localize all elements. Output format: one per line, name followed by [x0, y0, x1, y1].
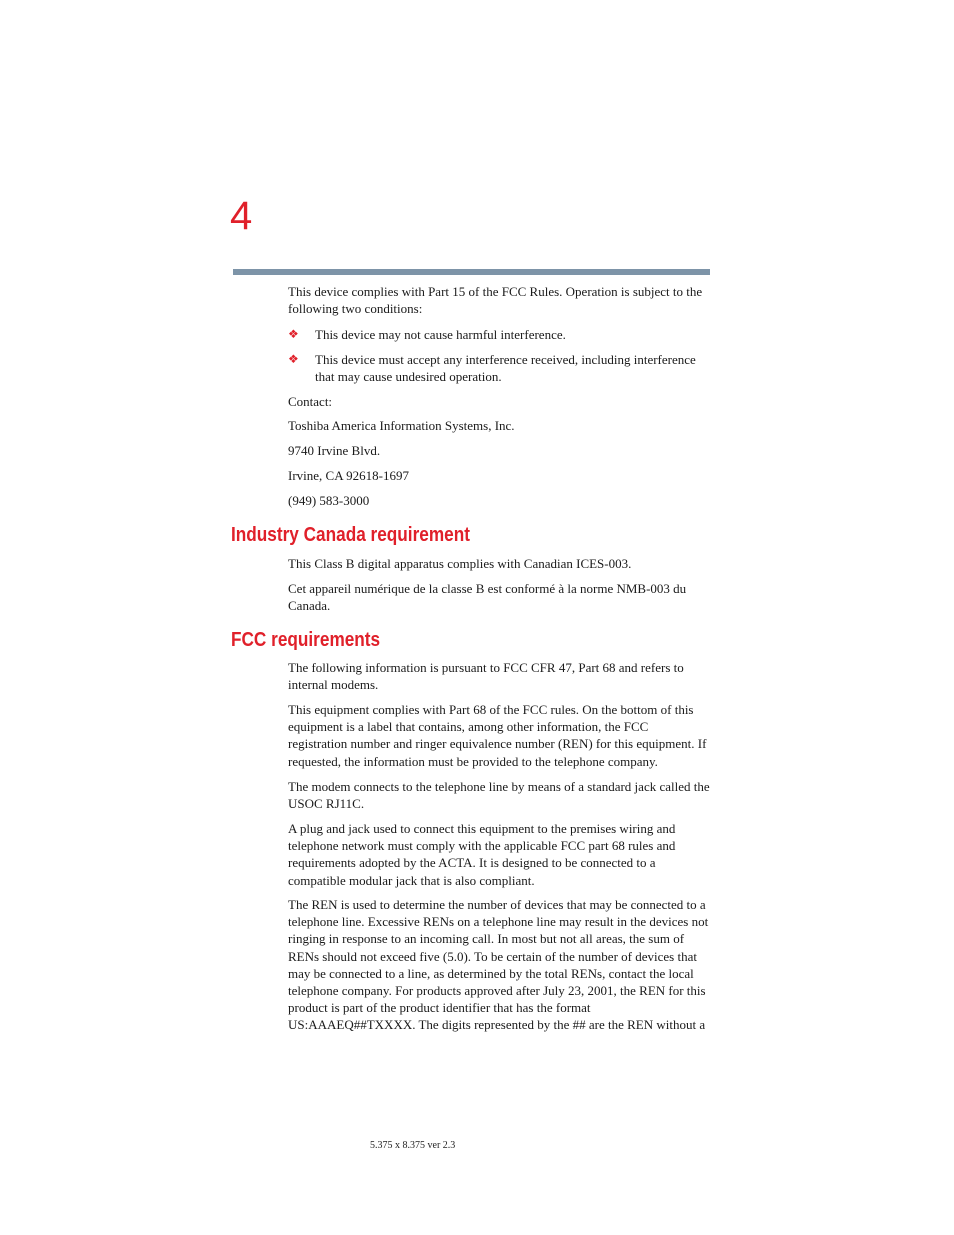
- diamond-bullet-icon: ❖: [288, 327, 299, 341]
- fcc-paragraph-3: The modem connects to the telephone line by means of a standard jack called the USOC RJ11C.: [288, 779, 710, 812]
- fcc-paragraph-2: This equipment complies with Part 68 of the FCC rules. On the bottom of this equipment is a label that contains, among other information, the FCC registration number and ringer equivalence number (REN) for this equipment. If requested, the information must be provided to the telephone company.: [288, 702, 707, 769]
- diamond-bullet-icon: ❖: [288, 352, 299, 366]
- intro-paragraph: [288, 283, 710, 317]
- ic-paragraph-1: This Class B digital apparatus complies with Canadian ICES-003.: [288, 556, 632, 571]
- contact-city: Irvine, CA 92618-1697: [288, 468, 409, 483]
- bullet-text: This device must accept any interference received, including interference that may cause undesired operation.: [315, 352, 696, 385]
- contact-company: Toshiba America Information Systems, Inc.: [288, 418, 515, 433]
- contact-phone: (949) 583-3000: [288, 493, 370, 508]
- footer-version: 5.375 x 8.375 ver 2.3: [370, 1140, 456, 1151]
- header-rule: [233, 269, 710, 275]
- section-heading-fcc: FCC requirements: [231, 629, 381, 651]
- fcc-paragraph-1: The following information is pursuant to FCC CFR 47, Part 68 and refers to internal modems.: [288, 660, 684, 693]
- contact-street: 9740 Irvine Blvd.: [288, 443, 381, 458]
- page-number: 4: [230, 194, 253, 238]
- intro-text: This device complies with Part 15 of the FCC Rules. Operation is subject to the following two conditions:: [288, 284, 703, 317]
- bullet-text: This device may not cause harmful interference.: [315, 327, 566, 342]
- fcc-paragraph-4: A plug and jack used to connect this equipment to the premises wiring and telephone network must comply with the applicable FCC part 68 rules and requirements adopted by the ACTA. It is designed to be connected to a compatible modular jack that is also compliant.: [288, 821, 676, 888]
- contact-label: Contact:: [288, 394, 333, 409]
- ic-paragraph-2: Cet appareil numérique de la classe B est conformé à la norme NMB-003 du Canada.: [288, 581, 687, 614]
- fcc-paragraph-5: The REN is used to determine the number of devices that may be connected to a telephone line. Excessive RENs on a telephone line may result in the devices not ringing in response to an incoming call. In most but not all areas, the sum of RENs should not exceed five (5.0). To be certain of the number of devices that may be connected to a line, as determined by the total RENs, contact the local telephone company. For products approved after July 23, 2001, the REN for this product is part of the product identifier that has the format US:AAAEQ##TXXXX. The digits represented by the ## are the REN without a: [288, 897, 709, 1033]
- section-heading-industry-canada: Industry Canada requirement: [231, 524, 470, 546]
